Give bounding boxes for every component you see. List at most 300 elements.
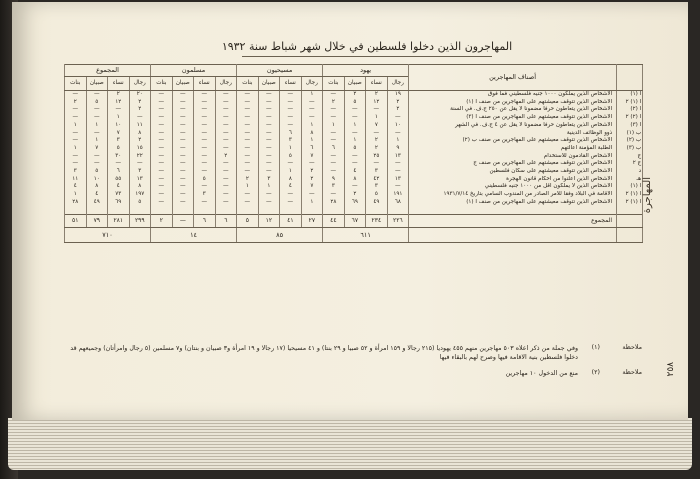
table-row (65, 160, 643, 168)
immigrants-table (64, 64, 643, 243)
table-cell: ١٠ (108, 122, 130, 130)
subheader-cell: نساء (366, 77, 388, 91)
group-header-total: المجموع (65, 65, 151, 77)
row-code: ج ٢ (617, 160, 643, 168)
table-cell: — (387, 168, 409, 176)
table-cell: ١٢ (366, 99, 388, 107)
table-cell: — (86, 106, 108, 114)
table-cell: ٤٩ (366, 199, 388, 207)
total-cell: ٥١ (65, 215, 87, 228)
note-text: منع من الدخول ١٠ مهاجرين (505, 370, 578, 377)
table-cell: ٦ (323, 145, 345, 153)
table-cell: — (344, 160, 366, 168)
total-cell: ٢٨١ (108, 215, 130, 228)
total-cell: ٥ (237, 215, 259, 228)
table-cell: ٥ (366, 191, 388, 199)
table-cell: ٤٢ (366, 176, 388, 184)
table-cell: ٤٩ (86, 199, 108, 207)
table-cell: — (344, 114, 366, 122)
table-cell: ٢ (387, 99, 409, 107)
table-cell: — (65, 153, 87, 161)
table-cell: — (172, 168, 194, 176)
table-cell: ١ (323, 122, 345, 130)
table-cell: ١ (301, 122, 323, 130)
table-cell: ١ (258, 183, 280, 191)
table-cell: ٢٨ (65, 199, 87, 207)
table-cell: — (172, 122, 194, 130)
total-cell: ٦ (215, 215, 237, 228)
table-cell: — (387, 160, 409, 168)
table-cell: ٤ (108, 183, 130, 191)
table-cell: ٧ (108, 130, 130, 138)
table-row (65, 176, 643, 184)
table-cell: — (215, 160, 237, 168)
table-cell: — (86, 153, 108, 161)
table-cell: — (129, 160, 151, 168)
table-cell: ٦ (108, 168, 130, 176)
total-cell: ٤٤ (323, 215, 345, 228)
table-cell: — (323, 130, 345, 138)
table-cell: ٢ (387, 106, 409, 114)
note-number: (١) (591, 344, 600, 351)
table-cell: ٨ (280, 176, 302, 184)
table-row (65, 191, 643, 199)
table-cell: ٦٨ (387, 199, 409, 207)
table-cell: — (86, 160, 108, 168)
subheader-cell: بنات (151, 77, 173, 91)
table-cell: — (65, 160, 87, 168)
table-cell: — (258, 114, 280, 122)
row-category: الاشخاص الذين تتوقف معيشتهم على المهاجرين من صنف أ (١) (409, 199, 617, 207)
table-cell: — (215, 191, 237, 199)
group-header-jews: يهود (323, 65, 409, 77)
table-cell: ٢ (366, 91, 388, 99)
table-cell: — (65, 91, 87, 99)
subheader-cell: صبيان (344, 77, 366, 91)
table-cell: — (301, 99, 323, 107)
table-cell: — (194, 91, 216, 99)
table-cell: — (172, 130, 194, 138)
table-cell: — (151, 130, 173, 138)
total-cell: ٦ (194, 215, 216, 228)
table-cell: — (344, 183, 366, 191)
spacer-row (65, 207, 643, 215)
row-code: ب (٢) (617, 137, 643, 145)
row-category: الاشخاص الذين تتوقف معيشتهم على المهاجرين من صنف ب (٢) (409, 137, 617, 145)
note-2 (64, 369, 642, 378)
table-row (65, 130, 643, 138)
table-cell: — (172, 160, 194, 168)
table-cell: ١ (65, 191, 87, 199)
title-underline (242, 56, 492, 57)
table-row (65, 153, 643, 161)
table-cell: — (237, 191, 259, 199)
subheader-cell: صبيان (258, 77, 280, 91)
table-cell: ٢ (215, 153, 237, 161)
table-cell: — (65, 130, 87, 138)
table-cell: ٥ (280, 153, 302, 161)
table-cell: — (194, 130, 216, 138)
table-cell: — (172, 199, 194, 207)
table-cell: ٦ (280, 130, 302, 138)
table-cell: — (237, 99, 259, 107)
group-header-christians: مسيحيون (237, 65, 323, 77)
note-text: وفي جملة من ذكر اعلاه ٥٠٣ مهاجرين منهم ٤٥٥ يهوديا (٢١٥ رجالا و ١٥٩ امرأة و ٥٢ صبيا و ٢٩ بنتا) و ٤١ مسيحيا (١٧ رجالا و ١٩ امرأة و٣ صبيان و بنتان) و٧ مسلمين (٥ رجال وامرأتان) وجميعهم قد دخلوا فلسطين بنية الاقامة فيها وصرح لهم بالبقاء فيها (70, 345, 578, 361)
subheader-cell: بنات (65, 77, 87, 91)
table-cell: ٧ (86, 145, 108, 153)
row-code: د (617, 168, 643, 176)
table-cell: ١ (344, 122, 366, 130)
table-cell: ٦ (301, 145, 323, 153)
table-cell: — (108, 106, 130, 114)
page-number: ٢٥٨ (666, 362, 676, 377)
subheader-cell: نساء (108, 77, 130, 91)
row-code: أ (١) ٢ (617, 199, 643, 207)
table-cell: — (387, 130, 409, 138)
row-category: الاشخاص الذين لا يملكون أقل من ١٠٠٠ جنيه فلسطيني (409, 183, 617, 191)
table-cell: ٥ (108, 145, 130, 153)
table-cell: — (172, 106, 194, 114)
table-cell: — (172, 191, 194, 199)
table-cell: ٢ (366, 137, 388, 145)
table-cell: — (237, 91, 259, 99)
row-category: الاشخاص الذين يملكون ١٠٠٠ جنيه فلسطيني فما فوق (409, 91, 617, 99)
row-category: الاقامة في البلاد وفقا للأمر الصادر من المندوب السامي بتاريخ ١٩٣١/٧/١٤ (409, 191, 617, 199)
subheader-cell: بنات (323, 77, 345, 91)
table-cell: — (258, 122, 280, 130)
table-cell: — (194, 145, 216, 153)
table-cell: ٢ (108, 91, 130, 99)
table-cell: ١ (301, 91, 323, 99)
table-cell: — (258, 168, 280, 176)
table-cell: ٤ (65, 183, 87, 191)
table-cell: ١٥ (129, 145, 151, 153)
table-cell: ١ (301, 199, 323, 207)
note-1 (64, 344, 642, 362)
table-row (65, 168, 643, 176)
table-cell: — (344, 153, 366, 161)
table-cell: ١ (280, 145, 302, 153)
table-cell: — (258, 130, 280, 138)
table-cell: ١ (280, 168, 302, 176)
table-cell: — (172, 153, 194, 161)
total-cell: ٢٢٦ (387, 215, 409, 228)
table-cell: ٣ (280, 137, 302, 145)
table-cell: — (151, 114, 173, 122)
table-cell: ٣ (65, 168, 87, 176)
subheader-cell: صبيان (86, 77, 108, 91)
grand-code-cell (617, 228, 643, 243)
table-cell: — (258, 160, 280, 168)
table-cell: ٢ (301, 168, 323, 176)
table-cell: — (194, 183, 216, 191)
table-cell: — (215, 130, 237, 138)
table-cell: — (151, 176, 173, 184)
table-cell: — (215, 183, 237, 191)
table-cell: — (194, 137, 216, 145)
table-cell: ٢ (344, 191, 366, 199)
table-cell: — (215, 106, 237, 114)
table-cell: ٥ (86, 99, 108, 107)
note-number: (٢) (591, 369, 600, 376)
table-row (65, 91, 643, 99)
row-category: الاشخاص الذين تتوقف معيشتهم على المهاجرين من صنف ج (409, 160, 617, 168)
total-cell: ٢٧ (301, 215, 323, 228)
table-cell: — (366, 130, 388, 138)
table-cell: ١ (86, 122, 108, 130)
table-cell: — (323, 191, 345, 199)
table-cell: — (215, 114, 237, 122)
table-cell: ١ (86, 137, 108, 145)
row-code: أ (١) (617, 183, 643, 191)
table-cell: ٧ (301, 183, 323, 191)
row-code: هـ (617, 176, 643, 184)
table-cell: — (237, 145, 259, 153)
row-category: الاشخاص الذين تتوقف معيشتهم على سكان فلسطين (409, 168, 617, 176)
table-cell: — (323, 137, 345, 145)
table-cell: — (172, 145, 194, 153)
table-cell: — (323, 106, 345, 114)
table-cell: ٥ (194, 176, 216, 184)
row-code: أ (٢) (617, 106, 643, 114)
table-cell: ٥ (86, 168, 108, 176)
table-cell: — (258, 91, 280, 99)
table-cell: ٨ (86, 183, 108, 191)
table-cell: — (237, 160, 259, 168)
table-cell: — (344, 130, 366, 138)
subheader-cell: رجال (301, 77, 323, 91)
table-cell: ٣ (108, 137, 130, 145)
table-cell: — (194, 153, 216, 161)
book-page-edges (8, 418, 692, 470)
table-cell: — (65, 137, 87, 145)
table-body (65, 91, 643, 207)
group-header-muslims: مسلمون (151, 65, 237, 77)
row-code: أ (١) (617, 91, 643, 99)
table-cell: — (151, 168, 173, 176)
table-cell: ١٢ (108, 99, 130, 107)
table-cell: ٤ (344, 168, 366, 176)
table-cell: ٥ (344, 145, 366, 153)
subheader-cell: نساء (280, 77, 302, 91)
total-cell: ٧٩ (86, 215, 108, 228)
table-cell: — (323, 168, 345, 176)
table-cell: — (151, 99, 173, 107)
table-cell: — (258, 199, 280, 207)
table-cell: — (194, 122, 216, 130)
row-code: أ (١) ٢ (617, 191, 643, 199)
row-code: ب (٣) (617, 145, 643, 153)
table-cell: ١٣ (387, 176, 409, 184)
table-cell: — (280, 91, 302, 99)
table-cell: — (323, 114, 345, 122)
table-cell: — (301, 191, 323, 199)
table-cell: ١ (301, 137, 323, 145)
table-cell: — (172, 114, 194, 122)
table-cell: — (215, 199, 237, 207)
table-cell: — (194, 199, 216, 207)
grand-total-cell: ٧١٠ (65, 228, 151, 243)
totals-label: المجموع (409, 215, 617, 228)
table-cell: ٧ (366, 122, 388, 130)
table-cell: — (86, 91, 108, 99)
table-row (65, 137, 643, 145)
code-header (617, 65, 643, 91)
notes-section (64, 344, 642, 385)
table-cell: — (237, 168, 259, 176)
table-cell: — (194, 106, 216, 114)
total-cell: ٦٧ (344, 215, 366, 228)
table-cell: — (215, 122, 237, 130)
table-cell: — (237, 114, 259, 122)
table-cell: ٦٩ (108, 199, 130, 207)
row-category: الاشخاص الذين تتوقف معيشتهم على المهاجرين من صنف أ (١) (409, 99, 617, 107)
table-cell: — (151, 91, 173, 99)
table-cell: — (151, 199, 173, 207)
table-cell: ١٣ (129, 176, 151, 184)
table-cell: — (387, 114, 409, 122)
row-category: الاشخاص الذين أعلنوا من احكام قانون الهجرة (409, 176, 617, 184)
row-code: ب (١) (617, 130, 643, 138)
table-cell: — (280, 99, 302, 107)
table-cell: ٢ (129, 99, 151, 107)
subheader-cell: بنات (237, 77, 259, 91)
total-cell: ٢٩٩ (129, 215, 151, 228)
table-cell: — (151, 137, 173, 145)
table-row (65, 122, 643, 130)
table-row (65, 183, 643, 191)
grand-totals-row (65, 228, 643, 243)
table-cell: — (151, 122, 173, 130)
row-category: الطلبة المؤمنة اعالتهم (409, 145, 617, 153)
category-header: أصناف المهاجرين (409, 65, 617, 91)
table-cell: — (215, 145, 237, 153)
table-cell: ٣ (129, 168, 151, 176)
table-cell: ١ (344, 137, 366, 145)
table-cell: ١ (366, 114, 388, 122)
table-cell: ٢٢ (129, 153, 151, 161)
subheader-cell: رجال (387, 77, 409, 91)
table-cell: ٢ (129, 137, 151, 145)
total-cell: ٢ (151, 215, 173, 228)
note-label: ملاحظة (622, 369, 642, 376)
table-cell: — (323, 153, 345, 161)
table-cell: — (151, 106, 173, 114)
table-cell: — (301, 114, 323, 122)
table-cell: ٧٣ (108, 191, 130, 199)
table-cell: ١٩ (387, 91, 409, 99)
table-cell: ٣ (366, 183, 388, 191)
table-cell: — (86, 114, 108, 122)
table-cell: ١٠ (86, 176, 108, 184)
table-row (65, 114, 643, 122)
table-cell: ٢ (323, 99, 345, 107)
table-cell: — (194, 99, 216, 107)
table-cell: — (258, 153, 280, 161)
grand-total-cell: ١٤ (151, 228, 237, 243)
table-cell: ٥ (129, 199, 151, 207)
row-category: ذوو الوظائف الدينية (409, 130, 617, 138)
table-cell: — (280, 122, 302, 130)
table-cell: — (258, 99, 280, 107)
total-cell: ٢٣٤ (366, 215, 388, 228)
table-cell: — (65, 114, 87, 122)
row-code: ج (617, 153, 643, 161)
table-cell: — (280, 106, 302, 114)
table-cell: ١٩٧ (129, 191, 151, 199)
subheader-cell: صبيان (172, 77, 194, 91)
table-cell: ١١ (129, 122, 151, 130)
table-cell: — (172, 137, 194, 145)
table-cell: ٤ (86, 191, 108, 199)
table-cell: — (237, 122, 259, 130)
table-cell: — (280, 160, 302, 168)
table-cell: ٧ (301, 153, 323, 161)
table-cell: ٤ (280, 183, 302, 191)
table-cell: ١١ (65, 176, 87, 184)
row-code: أ (٢) ٢ (617, 114, 643, 122)
table-cell: — (151, 191, 173, 199)
table-cell: ٩ (387, 145, 409, 153)
table-cell: ٢ (237, 176, 259, 184)
table-cell: — (366, 160, 388, 168)
table-cell: — (323, 91, 345, 99)
table-cell: — (172, 91, 194, 99)
table-cell: ١ (237, 183, 259, 191)
table-cell: ٨ (301, 130, 323, 138)
subheader-cell: رجال (129, 77, 151, 91)
total-cell: ١٢ (258, 215, 280, 228)
table-cell: ٢ (366, 145, 388, 153)
page-title: المهاجرون الذين دخلوا فلسطين في خلال شهر شباط سنة ١٩٣٢ (221, 40, 513, 53)
table-cell: ٥ (344, 99, 366, 107)
grand-total-cell: ٦١١ (323, 228, 409, 243)
table-cell: ٢ (301, 176, 323, 184)
margin-handwritten-note: المهاجرة (642, 177, 653, 214)
subheader-cell: رجال (215, 77, 237, 91)
table-cell: — (151, 145, 173, 153)
row-category: الاشخاص القادمون للاستخدام (409, 153, 617, 161)
table-cell: — (151, 160, 173, 168)
table-cell: — (65, 106, 87, 114)
table-cell: ٥٥ (108, 176, 130, 184)
table-cell: — (258, 137, 280, 145)
table-cell: ٨ (129, 183, 151, 191)
table-cell: — (344, 106, 366, 114)
table-row (65, 145, 643, 153)
totals-code-cell (617, 215, 643, 228)
totals-row (65, 215, 643, 228)
table-cell: — (323, 160, 345, 168)
table-cell: — (258, 145, 280, 153)
grand-label-cell (409, 228, 617, 243)
grand-total-cell: ٨٥ (237, 228, 323, 243)
table-cell: ١ (65, 145, 87, 153)
row-category: الاشخاص الذين يتعاطون حرفا مضمونا لا يقل عن ٢٥٠ ج.ف. في السنة (409, 106, 617, 114)
table-cell: — (172, 176, 194, 184)
table-cell: — (237, 153, 259, 161)
total-cell: — (172, 215, 194, 228)
table-cell: — (237, 199, 259, 207)
table-cell: — (237, 137, 259, 145)
table-cell: — (86, 130, 108, 138)
table-cell: — (280, 191, 302, 199)
table-cell: — (215, 168, 237, 176)
table-cell: ٢٠ (129, 91, 151, 99)
table-cell: — (151, 153, 173, 161)
book-page (12, 2, 688, 420)
table-row (65, 106, 643, 114)
